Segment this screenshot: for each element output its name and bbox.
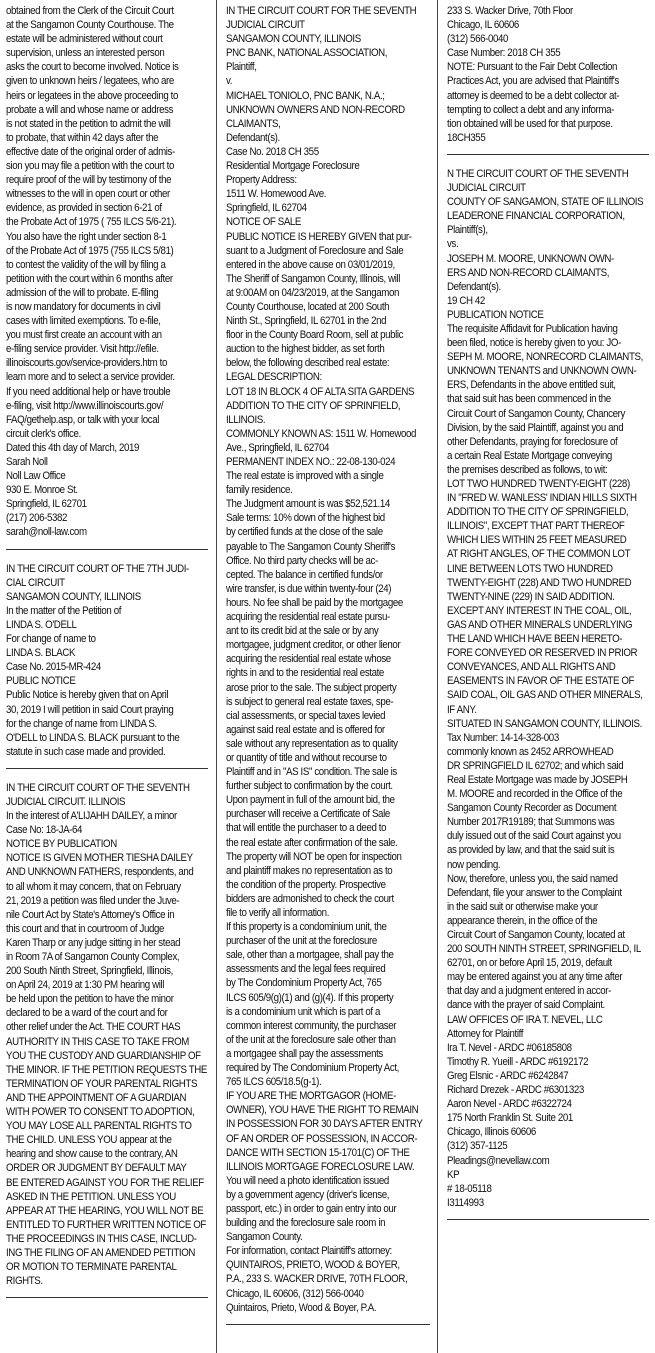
notice-text-line: Chicago, IL 60606, (312) 566-0040 bbox=[226, 1287, 364, 1300]
notice-text-line: AUTHORITY IN THIS CASE TO TAKE FROM bbox=[6, 1035, 189, 1048]
legal-notice-pnc-toniolo-foreclosure bbox=[226, 4, 430, 1315]
notice-text-line: vs. bbox=[447, 238, 459, 251]
notice-text-line: Pleadings@nevellaw.com bbox=[447, 1154, 550, 1167]
notice-text-line: Circuit Court of Sangamon County, located at bbox=[447, 929, 625, 941]
notice-text-line: estate will be administered without court bbox=[6, 33, 163, 46]
notice-text-line: KP bbox=[447, 1168, 460, 1181]
notice-text-line: v. bbox=[226, 75, 233, 88]
notice-text-line: 1511 W. Homewood Ave. bbox=[226, 188, 327, 201]
notice-text-line: 30, 2019 I will petition in said Court praying bbox=[6, 703, 174, 716]
notice-text-line: cial assessments, or special taxes levied bbox=[226, 709, 386, 722]
notice-text-line: Aaron Nevel - ARDC #6322724 bbox=[447, 1098, 572, 1111]
notice-text-line: TERMINATION OF YOUR PARENTAL RIGHTS bbox=[6, 1077, 198, 1090]
notice-text-line: 765 ILCS 605/18.5(g-1). bbox=[226, 1076, 322, 1089]
notice-text-line: below, the following described real estate: bbox=[226, 357, 390, 370]
notice-text-line: ILLINOIS MORTGAGE FORECLOSURE LAW. bbox=[226, 1160, 415, 1173]
notice-text-line: Case No. 2018 CH 355 bbox=[226, 145, 319, 158]
notice-text-line: obtained from the Clerk of the Circuit Court bbox=[6, 5, 174, 17]
notice-text-line: PERMANENT INDEX NO.: 22-08-130-024 bbox=[226, 456, 396, 468]
notice-text-line: in the said suit or otherwise make your bbox=[447, 900, 598, 913]
notice-text-line: ASKED IN THE PETITION. UNLESS YOU bbox=[6, 1190, 176, 1203]
notice-text-line: The Sheriff of Sangamon County, Illinois, will bbox=[226, 272, 401, 285]
column-divider bbox=[216, 0, 217, 1353]
notice-text-line: If this property is a condominium unit, the bbox=[226, 921, 387, 934]
notice-text-line: Office. No third party checks will be ac- bbox=[226, 554, 378, 567]
notice-text-line: CONVEYANCES, AND ALL RIGHTS AND bbox=[447, 661, 616, 674]
notice-text-line: 18CH355 bbox=[447, 131, 486, 144]
notice-text-line: UNKNOWN TENANTS and UNKNOWN OWN- bbox=[447, 365, 637, 378]
notice-text-line: acquiring the residential real estate pursu- bbox=[226, 611, 390, 624]
notice-text-line: OF AN ORDER OF POSSESSION, IN ACCOR- bbox=[226, 1132, 418, 1145]
notice-text-line: effective date of the original order of admis- bbox=[6, 145, 175, 158]
notice-text-line: 62701, on or before April 15, 2019, default bbox=[447, 957, 612, 970]
notice-text-line: Ira T. Nevel - ARDC #06185808 bbox=[447, 1041, 572, 1054]
notice-text-line: You will need a photo identification issued bbox=[226, 1174, 389, 1187]
notice-text-line: Real Estate Mortgage was made by JOSEPH bbox=[447, 773, 628, 786]
notice-text-line: by The Condominium Property Act, 765 bbox=[226, 977, 382, 990]
notice-text-line: LEGAL DESCRIPTION: bbox=[226, 371, 322, 384]
notice-text-line: of the Probate Act of 1975 (755 ILCS 5/81) bbox=[6, 244, 174, 257]
notice-text-line: JOSEPH M. MOORE, UNKNOWN OWN- bbox=[447, 252, 614, 265]
notice-text-line: Plaintiff, bbox=[226, 61, 257, 74]
notice-text-line: NOTICE OF SALE bbox=[226, 216, 302, 229]
notice-text-line: AT RIGHT ANGLES, OF THE COMMON LOT bbox=[447, 548, 631, 561]
notice-text-line: Property Address: bbox=[226, 174, 297, 187]
notice-text-line: commonly known as 2452 ARROWHEAD bbox=[447, 745, 614, 758]
notice-text-line: COMMONLY KNOWN AS: 1511 W. Homewood bbox=[226, 427, 417, 440]
notice-text-line: Residential Mortgage Foreclosure bbox=[226, 160, 360, 173]
notice-text-line: sarah@noll-law.com bbox=[6, 526, 87, 539]
notice-text-line: you must first create an account with an bbox=[6, 329, 162, 342]
notice-text-line: as provided by law, and that the said suit is bbox=[447, 844, 615, 857]
notice-text-line: QUINTAIROS, PRIETO, WOOD & BOYER, bbox=[226, 1259, 400, 1272]
notice-text-line: of the unit at the foreclosure sale other than bbox=[226, 1033, 396, 1046]
notice-text-line: The Judgment amount is was $52,521.14 bbox=[226, 498, 390, 511]
notice-text-line: ENTITLED TO FURTHER WRITTEN NOTICE OF bbox=[6, 1218, 206, 1231]
notice-text-line: e-filing, visit http://www.illinoiscourts.gov/ bbox=[6, 399, 164, 412]
notice-text-line: CIAL CIRCUIT bbox=[6, 576, 65, 589]
notice-text-line: ORDER OR JUDGMENT BY DEFAULT MAY bbox=[6, 1162, 187, 1175]
notice-text-line: is now mandatory for documents in civil bbox=[6, 300, 161, 313]
notice-text-line: The requisite Affidavit for Publication having bbox=[447, 322, 618, 335]
notice-text-line: 930 E. Monroe St. bbox=[6, 484, 78, 497]
notice-text-line: SANGAMON COUNTY, ILLINOIS bbox=[6, 590, 141, 603]
notice-text-line: EXCEPT ANY INTEREST IN THE COAL, OIL, bbox=[447, 604, 632, 617]
notice-text-line: NOTICE IS GIVEN MOTHER TIESHA DAILEY bbox=[6, 852, 193, 865]
notice-text-line: IN "FRED W. WANLESS' INDIAN HILLS SIXTH bbox=[447, 492, 637, 505]
notice-text-line: AND THE APPOINTMENT OF A GUARDIAN bbox=[6, 1091, 187, 1104]
notice-text-line: sale, other than a mortgagee, shall pay the bbox=[226, 949, 394, 962]
notice-text-line: County Courthouse, located at 200 South bbox=[226, 300, 390, 313]
notice-text-line: CLAIMANTS, bbox=[226, 117, 281, 130]
notice-text-line: is subject to general real estate taxes, spe- bbox=[226, 695, 394, 708]
notice-text-line: be held upon the petition to have the minor bbox=[6, 993, 174, 1006]
notice-text-line: PNC BANK, NATIONAL ASSOCIATION, bbox=[226, 47, 388, 60]
notice-text-line: required by The Condominium Property Act, bbox=[226, 1062, 399, 1075]
notice-text-line: circuit clerk's office. bbox=[6, 427, 81, 440]
notice-text-line: that said suit has been commenced in the bbox=[447, 393, 611, 406]
notice-text-line: THE MINOR. IF THE PETITION REQUESTS THE bbox=[6, 1063, 208, 1076]
notice-text-line: 21, 2019 a petition was filed under the Juve- bbox=[6, 894, 180, 907]
notice-text-line: statute in such case made and provided. bbox=[6, 745, 166, 758]
notice-text-line: nile Court Act by State's Attorney's Office in bbox=[6, 908, 175, 921]
notice-text-line: attorney is deemed to be a debt collector at- bbox=[447, 89, 620, 102]
notice-text-line: IN POSSESSION FOR 30 DAYS AFTER ENTRY bbox=[226, 1118, 423, 1131]
notice-text-line: Chicago, IL 60606 bbox=[447, 19, 519, 32]
notice-text-line: is a condominium unit which is part of a bbox=[226, 1005, 381, 1018]
notice-text-line: M. MOORE and recorded in the Office of the bbox=[447, 788, 623, 801]
notice-text-line: O'DELL to LINDA S. BLACK pursuant to the bbox=[6, 731, 180, 744]
notice-separator-rule bbox=[6, 1297, 208, 1298]
notice-text-line: tempting to collect a debt and any informa- bbox=[447, 103, 614, 116]
legal-notice-pnc-toniolo-continued bbox=[447, 4, 649, 145]
notice-text-line: For information, contact Plaintiff's attorney: bbox=[226, 1245, 392, 1258]
notice-text-line: ERS AND NON-RECORD CLAIMANTS, bbox=[447, 266, 610, 279]
notice-text-line: Ninth St., Springfield, IL 62701 in the 2nd bbox=[226, 315, 387, 328]
notice-text-line: is not stated in the petition to admit the will bbox=[6, 117, 171, 130]
notice-text-line: Sale terms: 10% down of the highest bid bbox=[226, 512, 385, 525]
notice-text-line: Dated this 4th day of March, 2019 bbox=[6, 441, 140, 454]
notice-separator-rule bbox=[447, 1219, 649, 1220]
notice-text-line: evidence, as provided in section 6-21 of bbox=[6, 202, 162, 215]
notice-text-line: LINDA S. O'DELL bbox=[6, 618, 77, 631]
notice-text-line: supervision, unless an interested person bbox=[6, 47, 165, 60]
notice-text-line: COUNTY OF SANGAMON, STATE OF ILLINOIS bbox=[447, 196, 644, 209]
notice-text-line: ING THE FILING OF AN AMENDED PETITION bbox=[6, 1246, 196, 1259]
notice-text-line: admission of the will to probate. E-filing bbox=[6, 286, 159, 299]
notice-text-line: Plaintiff(s), bbox=[447, 224, 488, 237]
notice-text-line: tion obtained will be used for that purpose. bbox=[447, 117, 613, 130]
notice-text-line: passport, etc.) in order to gain entry into our bbox=[226, 1202, 397, 1215]
column-divider bbox=[437, 0, 438, 1353]
notice-text-line: The property will NOT be open for inspection bbox=[226, 850, 402, 863]
notice-text-line: PUBLICATION NOTICE bbox=[447, 308, 544, 321]
notice-text-line: cases with limited exemptions. To e-file, bbox=[6, 315, 161, 328]
notice-text-line: file to verify all information. bbox=[226, 907, 330, 919]
notice-text-line: declared to be a ward of the court and for bbox=[6, 1007, 168, 1020]
notice-text-line: acquiring the residential real estate whose bbox=[226, 653, 391, 666]
notice-text-line: Karen Tharp or any judge sitting in her stead bbox=[6, 936, 181, 949]
notice-text-line: arose prior to the sale. The subject property bbox=[226, 681, 397, 694]
notice-text-line: For change of name to bbox=[6, 633, 96, 646]
notice-text-line: TWENTY-EIGHT (228) AND TWO HUNDRED bbox=[447, 576, 632, 589]
notice-text-line: BE ENTERED AGAINST YOU FOR THE RELIEF bbox=[6, 1176, 204, 1189]
notice-text-line: YOU MAY LOSE ALL PARENTAL RIGHTS TO bbox=[6, 1120, 192, 1133]
notice-text-line: LEADERONE FINANCIAL CORPORATION, bbox=[447, 210, 625, 223]
notice-text-line: been filed, notice is hereby given to you: JO- bbox=[447, 337, 621, 350]
notice-text-line: Sangamon County Recorder as Document bbox=[447, 802, 617, 815]
notice-text-line: (312) 566-0040 bbox=[447, 33, 509, 46]
notice-text-line: Defendant, file your answer to the Complaint bbox=[447, 886, 622, 899]
notice-text-line: witnesses to the will in open court or other bbox=[6, 188, 170, 201]
notice-text-line: cepted. The balance in certified funds/or bbox=[226, 568, 383, 581]
notice-text-line: JUDICIAL CIRCUIT bbox=[447, 182, 526, 195]
notice-text-line: 175 North Franklin St. Suite 201 bbox=[447, 1112, 573, 1125]
notice-text-line: YOU THE CUSTODY AND GUARDIANSHIP OF bbox=[6, 1049, 201, 1062]
column-2 bbox=[226, 4, 430, 1337]
notice-text-line: other relief under the Act. THE COURT HAS bbox=[6, 1021, 181, 1034]
notice-text-line: LAW OFFICES OF IRA T. NEVEL, LLC bbox=[447, 1013, 603, 1026]
notice-text-line: Practices Act, you are advised that Plaintiff's bbox=[447, 75, 619, 88]
notice-text-line: ADDITION TO THE CITY OF SPRINGFIELD, bbox=[447, 506, 629, 519]
notice-text-line: In the matter of the Petition of bbox=[6, 604, 122, 617]
notice-text-line: now pending. bbox=[447, 858, 501, 871]
notice-text-line: NOTICE BY PUBLICATION bbox=[6, 838, 117, 851]
notice-text-line: UNKNOWN OWNERS AND NON-RECORD bbox=[226, 103, 405, 116]
notice-text-line: LINDA S. BLACK bbox=[6, 647, 76, 660]
notice-text-line: PUBLIC NOTICE IS HEREBY GIVEN that pur- bbox=[226, 230, 412, 243]
notice-text-line: hours. No fee shall be paid by the mortgagee bbox=[226, 596, 403, 609]
notice-text-line: Ave., Springfield, IL 62704 bbox=[226, 441, 329, 454]
notice-text-line: assessments and the legal fees required bbox=[226, 963, 386, 976]
notice-text-line: SITUATED IN SANGAMON COUNTY, ILLINOIS. bbox=[447, 717, 642, 730]
notice-text-line: 19 CH 42 bbox=[447, 294, 485, 307]
notice-text-line: Case No: 18-JA-64 bbox=[6, 824, 83, 837]
notice-text-line: JUDICIAL CIRCUIT bbox=[226, 19, 305, 32]
notice-text-line: further subject to confirmation by the court. bbox=[226, 780, 393, 793]
notice-text-line: ILLINOIS", EXCEPT THAT PART THEREOF bbox=[447, 520, 625, 533]
column-3 bbox=[447, 4, 649, 1232]
notice-text-line: may be entered against you at any time after bbox=[447, 971, 623, 984]
notice-text-line: building and the foreclosure sale room in bbox=[226, 1217, 386, 1230]
notice-text-line: probate a will and whose name or address bbox=[6, 103, 174, 116]
notice-text-line: mortgagee, judgment creditor, or other lienor bbox=[226, 639, 401, 652]
notice-text-line: LINE BETWEEN LOTS TWO HUNDRED bbox=[447, 562, 613, 575]
notice-text-line: learn more and to select a service provider. bbox=[6, 371, 175, 384]
notice-text-line: in Room 7A of Sangamon County Complex, bbox=[6, 951, 180, 963]
notice-text-line: that will entitle the purchaser to a deed to bbox=[226, 822, 387, 835]
notice-text-line: 200 SOUTH NINTH STREET, SPRINGFIELD, IL bbox=[447, 943, 641, 956]
notice-text-line: dance with the prayer of said Complaint. bbox=[447, 999, 605, 1012]
notice-text-line: The real estate is improved with a single bbox=[226, 470, 384, 483]
notice-text-line: OR MOTION TO TERMINATE PARENTAL bbox=[6, 1261, 177, 1274]
notice-text-line: Case Number: 2018 CH 355 bbox=[447, 47, 561, 60]
notice-text-line: illinoiscourts.gov/service-providers.htm to bbox=[6, 357, 168, 370]
notice-text-line: Case No. 2015-MR-424 bbox=[6, 661, 101, 674]
notice-text-line: THE LAND WHICH HAVE BEEN HERETO- bbox=[447, 633, 623, 646]
notice-text-line: ERS, Defendants in the above entitled suit, bbox=[447, 379, 616, 392]
notice-text-line: Greg Elsnic - ARDC #6242847 bbox=[447, 1069, 569, 1082]
notice-text-line: JUDICIAL CIRCUIT. ILLINOIS bbox=[6, 795, 126, 808]
notice-text-line: other Defendants, praying for foreclosure of bbox=[447, 435, 618, 448]
notice-text-line: NOTE: Pursuant to the Fair Debt Collection bbox=[447, 61, 618, 74]
notice-text-line: on April 24, 2019 at 1:30 PM hearing will bbox=[6, 979, 165, 992]
notice-text-line: given to unknown heirs / legatees, who are bbox=[6, 75, 174, 88]
notice-text-line: 233 S. Wacker Drive, 70th Floor bbox=[447, 5, 573, 17]
notice-text-line: petition with the court within 6 months after bbox=[6, 272, 173, 285]
notice-text-line: family residence. bbox=[226, 484, 293, 497]
notice-text-line: 200 South Ninth Street, Springfield, Illinois, bbox=[6, 965, 173, 978]
notice-text-line: Division, by the said Plaintiff, against you and bbox=[447, 421, 624, 434]
notice-text-line: FORE CONVEYED OR RESERVED IN PRIOR bbox=[447, 647, 638, 660]
notice-text-line: Springfield, IL 62704 bbox=[226, 202, 307, 215]
notice-text-line: e-filing service provider. Visit http://efile. bbox=[6, 343, 159, 356]
notice-text-line: THE CHILD. UNLESS YOU appear at the bbox=[6, 1134, 172, 1147]
notice-text-line: by a government agency (driver's license, bbox=[226, 1188, 390, 1201]
notice-text-line: Public Notice is hereby given that on April bbox=[6, 689, 169, 702]
notice-text-line: LOT TWO HUNDRED TWENTY-EIGHT (228) bbox=[447, 478, 630, 490]
notice-text-line: the real estate after confirmation of the sale. bbox=[226, 836, 398, 849]
notice-text-line: rights in and to the residential real estate bbox=[226, 667, 384, 680]
notice-text-line: FAQ/gethelp.asp, or talk with your local bbox=[6, 413, 160, 426]
notice-text-line: RIGHTS. bbox=[6, 1275, 43, 1288]
notice-text-line: appearance therein, in the office of the bbox=[447, 914, 598, 927]
notice-text-line: Now, therefore, unless you, the said named bbox=[447, 872, 618, 885]
notice-text-line: this court and that in courtroom of Judge bbox=[6, 922, 165, 935]
notice-separator-rule bbox=[6, 768, 208, 769]
notice-text-line: a certain Real Estate Mortgage conveying bbox=[447, 449, 612, 462]
notice-text-line: AND UNKNOWN FATHERS, respondents, and bbox=[6, 866, 194, 879]
notice-separator-rule bbox=[226, 1324, 430, 1325]
legal-notice-noll-estate bbox=[6, 4, 208, 540]
notice-text-line: Circuit Court of Sangamon County, Chancery bbox=[447, 407, 625, 420]
notice-text-line: Upon payment in full of the amount bid, the bbox=[226, 794, 395, 807]
notice-text-line: to all whom it may concern, that on February bbox=[6, 880, 181, 893]
notice-text-line: Timothy R. Yueill - ARDC #6192172 bbox=[447, 1055, 589, 1068]
notice-text-line: ADDITION TO THE CITY OF SPRINFIELD, bbox=[226, 399, 401, 412]
notice-text-line: the Probate Act of 1975 ( 755 ILCS 5/6-21). bbox=[6, 216, 177, 229]
notice-text-line: IF YOU ARE THE MORTGAGOR (HOME- bbox=[226, 1090, 396, 1103]
legal-notice-odell-name-change bbox=[6, 562, 208, 759]
notice-text-line: OWNER), YOU HAVE THE RIGHT TO REMAIN bbox=[226, 1104, 419, 1117]
notice-text-line: require proof of the will by testimony of the bbox=[6, 174, 172, 187]
notice-text-line: at 9:00AM on 04/23/2019, at the Sangamon bbox=[226, 286, 400, 299]
notice-text-line: GAS AND OTHER MINERALS UNDERLYING bbox=[447, 618, 633, 631]
notice-text-line: P.A., 233 S. WACKER DRIVE, 70TH FLOOR, bbox=[226, 1273, 408, 1286]
notice-text-line: EASEMENTS IN FAVOR OF THE ESTATE OF bbox=[447, 675, 635, 688]
notice-text-line: auction to the highest bidder, as set forth bbox=[226, 343, 385, 356]
notice-text-line: IN THE CIRCUIT COURT FOR THE SEVENTH bbox=[226, 5, 417, 17]
notice-text-line: Defendant(s). bbox=[447, 280, 501, 293]
notice-text-line: duly issued out of the said Court against you bbox=[447, 830, 621, 843]
notice-text-line: Noll Law Office bbox=[6, 470, 66, 483]
notice-text-line: LOT 18 IN BLOCK 4 OF ALTA SITA GARDENS bbox=[226, 385, 415, 398]
notice-text-line: Richard Drezek - ARDC #6301323 bbox=[447, 1084, 584, 1097]
notice-text-line: IF ANY. bbox=[447, 703, 477, 716]
notice-text-line: Sangamon County. bbox=[226, 1231, 303, 1244]
notice-text-line: payable to The Sangamon County Sheriff's bbox=[226, 540, 396, 553]
notice-text-line: a mortgagee shall pay the assessments bbox=[226, 1047, 383, 1060]
notice-text-line: (312) 357-1125 bbox=[447, 1140, 508, 1153]
notice-text-line: In the interest of A'LIJAHH DAILEY, a minor bbox=[6, 810, 177, 823]
notice-text-line: Defendant(s). bbox=[226, 131, 280, 144]
notice-text-line: Chicago, Illinois 60606 bbox=[447, 1126, 536, 1139]
notice-text-line: for the change of name from LINDA S. bbox=[6, 717, 157, 730]
notice-text-line: SAID COAL, OIL GAS AND OTHER MINERALS, bbox=[447, 689, 643, 702]
notice-text-line: and plaintiff makes no representation as to bbox=[226, 864, 393, 877]
notice-text-line: heirs or legatees in the above proceeding to bbox=[6, 89, 179, 102]
notice-text-line: MICHAEL TONIOLO, PNC BANK, N.A.; bbox=[226, 89, 385, 102]
notice-text-line: that day and a judgment entered in accor- bbox=[447, 985, 611, 998]
notice-text-line: N THE CIRCUIT COURT OF THE SEVENTH bbox=[447, 167, 629, 180]
notice-text-line: asks the court to become involved. Notice is bbox=[6, 61, 179, 74]
notice-text-line: wire transfer, is due within twenty-four (24) bbox=[226, 582, 392, 595]
notice-text-line: floor in the County Board Room, sell at public bbox=[226, 329, 404, 342]
notice-text-line: at the Sangamon County Courthouse. The bbox=[6, 19, 174, 32]
notice-text-line: DR SPRINGFIELD IL 62702; and which said bbox=[447, 759, 624, 772]
notice-text-line: purchaser of the unit at the foreclosure bbox=[226, 935, 377, 948]
notice-text-line: bidders are admonished to check the court bbox=[226, 892, 394, 905]
notice-text-line: ant to its credit bid at the sale or by any bbox=[226, 625, 379, 638]
notice-text-line: hearing and show cause to the contrary, AN bbox=[6, 1148, 178, 1161]
notice-text-line: or quantity of title and without recourse to bbox=[226, 751, 387, 764]
legal-notice-leaderone-moore-foreclosure bbox=[447, 167, 649, 1210]
notice-text-line: # 18-05118 bbox=[447, 1182, 492, 1195]
notice-text-line: Plaintiff and in "AS IS" condition. The sale is bbox=[226, 766, 397, 779]
notice-text-line: DANCE WITH SECTION 15-1701(C) OF THE bbox=[226, 1146, 410, 1159]
notice-text-line: purchaser will receive a Certificate of Sale bbox=[226, 808, 390, 821]
notice-text-line: WHICH LIES WITHIN 25 FEET MEASURED bbox=[447, 534, 627, 547]
notice-text-line: You also have the right under section 8-1 bbox=[6, 230, 167, 243]
notice-text-line: common interest community, the purchaser bbox=[226, 1019, 397, 1032]
notice-text-line: entered in the above cause on 03/01/2019, bbox=[226, 258, 395, 271]
column-1 bbox=[6, 4, 208, 1310]
notice-text-line: sale without any representation as to quality bbox=[226, 737, 398, 750]
notice-text-line: Sarah Noll bbox=[6, 456, 48, 468]
notice-text-line: ILCS 605/9(g)(1) and (g)(4). If this property bbox=[226, 991, 394, 1004]
notice-text-line: to probate, that within 42 days after the bbox=[6, 131, 159, 144]
notice-text-line: IN THE CIRCUIT COURT OF THE SEVENTH bbox=[6, 781, 190, 794]
notice-text-line: Attorney for Plaintiff bbox=[447, 1027, 524, 1040]
notice-text-line: APPEAR AT THE HEARING, YOU WILL NOT BE bbox=[6, 1204, 204, 1217]
notice-text-line: SEPH M. MOORE, NONRECORD CLAIMANTS, bbox=[447, 351, 643, 364]
notice-text-line: IN THE CIRCUIT COURT OF THE 7TH JUDI- bbox=[6, 562, 189, 575]
notice-text-line: sion you may file a petition with the court to bbox=[6, 160, 174, 173]
notice-text-line: ILLINOIS. bbox=[226, 413, 266, 426]
notice-text-line: Quintairos, Prieto, Wood & Boyer, P.A. bbox=[226, 1301, 377, 1314]
notice-text-line: against said real estate and is offered for bbox=[226, 723, 385, 736]
notice-text-line: WITH POWER TO CONSENT TO ADOPTION, bbox=[6, 1106, 195, 1119]
notice-text-line: (217) 206-5382 bbox=[6, 512, 68, 525]
notice-text-line: suant to a Judgment of Foreclosure and Sale bbox=[226, 244, 404, 257]
notice-text-line: the premises described as follows, to wit: bbox=[447, 463, 608, 476]
notice-text-line: If you need additional help or have trouble bbox=[6, 385, 171, 398]
notice-text-line: TWENTY-NINE (229) IN SAID ADDITION. bbox=[447, 590, 615, 603]
legal-notice-dailey-juvenile bbox=[6, 781, 208, 1288]
notice-text-line: THE PROCEEDINGS IN THIS CASE, INCLUD- bbox=[6, 1232, 197, 1245]
notice-text-line: the condition of the property. Prospective bbox=[226, 878, 386, 891]
notice-text-line: Tax Number: 14-14-328-003 bbox=[447, 731, 559, 744]
notice-separator-rule bbox=[6, 549, 208, 550]
notice-text-line: Number 2017R19189; that Summons was bbox=[447, 816, 615, 829]
notice-separator-rule bbox=[447, 154, 649, 155]
notice-text-line: Springfield, IL 62701 bbox=[6, 498, 87, 511]
notice-text-line: I3114993 bbox=[447, 1196, 484, 1209]
notice-text-line: SANGAMON COUNTY, ILLINOIS bbox=[226, 33, 361, 46]
notice-text-line: PUBLIC NOTICE bbox=[6, 675, 76, 688]
notice-text-line: by certified funds at the close of the sale bbox=[226, 526, 383, 539]
notice-text-line: to contest the validity of the will by filing a bbox=[6, 258, 166, 271]
